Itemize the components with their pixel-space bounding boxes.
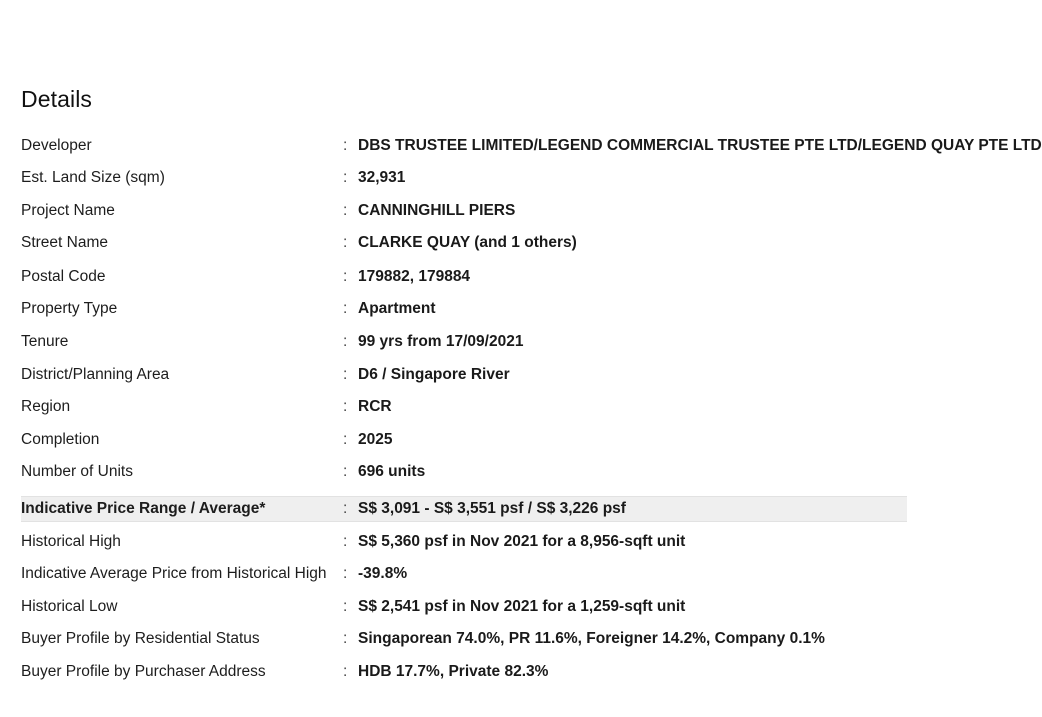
detail-value: 32,931: [358, 169, 406, 186]
detail-value: CLARKE QUAY (and 1 others): [358, 234, 577, 251]
detail-label: Developer: [21, 137, 92, 154]
detail-row-street-name: [21, 231, 907, 255]
detail-value: Singaporean 74.0%, PR 11.6%, Foreigner 14.2%, Company 0.1%: [358, 630, 825, 647]
separator: :: [343, 630, 348, 647]
detail-row-tenure: [21, 330, 907, 354]
detail-label: Property Type: [21, 300, 118, 317]
detail-label: Completion: [21, 431, 100, 448]
separator: :: [343, 333, 348, 350]
separator: :: [343, 463, 348, 480]
separator: :: [343, 268, 348, 285]
detail-label: Street Name: [21, 234, 109, 251]
detail-row-region: [21, 395, 907, 419]
separator: :: [343, 663, 348, 680]
detail-value: 99 yrs from 17/09/2021: [358, 333, 524, 350]
detail-row-property-type: [21, 297, 907, 321]
detail-value: CANNINGHILL PIERS: [358, 202, 516, 219]
detail-label: Tenure: [21, 333, 69, 350]
separator: :: [343, 598, 348, 615]
detail-row-historical-low: [21, 595, 907, 619]
detail-value: S$ 2,541 psf in Nov 2021 for a 1,259-sqft unit: [358, 598, 686, 615]
detail-row-district: [21, 363, 907, 387]
detail-value: -39.8%: [358, 565, 408, 582]
detail-row-postal-code: [21, 265, 907, 289]
detail-label: Project Name: [21, 202, 115, 219]
detail-value: S$ 3,091 - S$ 3,551 psf / S$ 3,226 psf: [358, 500, 626, 517]
detail-label: Historical High: [21, 533, 121, 550]
detail-label: Buyer Profile by Residential Status: [21, 630, 260, 647]
detail-value: RCR: [358, 398, 392, 415]
detail-label: Postal Code: [21, 268, 106, 285]
separator: :: [343, 565, 348, 582]
detail-value: S$ 5,360 psf in Nov 2021 for a 8,956-sqft unit: [358, 533, 686, 550]
separator: :: [343, 533, 348, 550]
detail-label: Region: [21, 398, 71, 415]
detail-value: 696 units: [358, 463, 426, 480]
separator: :: [343, 169, 348, 186]
detail-row-units: [21, 460, 907, 484]
detail-row-avg-from-high: [21, 562, 907, 586]
detail-row-price-range: [21, 497, 907, 521]
detail-label: Buyer Profile by Purchaser Address: [21, 663, 266, 680]
separator: :: [343, 202, 348, 219]
separator: :: [343, 366, 348, 383]
detail-label: Est. Land Size (sqm): [21, 169, 165, 186]
separator: :: [343, 398, 348, 415]
detail-label: District/Planning Area: [21, 366, 170, 383]
detail-label: Indicative Price Range / Average*: [21, 500, 266, 517]
separator: :: [343, 137, 348, 154]
detail-row-land-size: [21, 166, 907, 190]
detail-value: D6 / Singapore River: [358, 366, 510, 383]
detail-value: HDB 17.7%, Private 82.3%: [358, 663, 549, 680]
detail-row-buyer-address: [21, 660, 907, 684]
section-title: Details: [21, 86, 93, 112]
detail-row-historical-high: [21, 530, 907, 554]
detail-value: 2025: [358, 431, 393, 448]
detail-label: Number of Units: [21, 463, 133, 480]
detail-row-developer: [21, 134, 1042, 158]
detail-value: DBS TRUSTEE LIMITED/LEGEND COMMERCIAL TRUSTEE PTE LTD/LEGEND QUAY PTE LTD: [358, 137, 1042, 154]
separator: :: [343, 500, 348, 517]
separator: :: [343, 431, 348, 448]
detail-row-completion: [21, 428, 907, 452]
detail-label: Indicative Average Price from Historical High: [21, 565, 327, 582]
separator: :: [343, 300, 348, 317]
detail-value: Apartment: [358, 300, 436, 317]
detail-row-project-name: [21, 199, 907, 223]
detail-value: 179882, 179884: [358, 268, 471, 285]
separator: :: [343, 234, 348, 251]
detail-label: Historical Low: [21, 598, 118, 615]
detail-row-buyer-residential: [21, 627, 907, 651]
